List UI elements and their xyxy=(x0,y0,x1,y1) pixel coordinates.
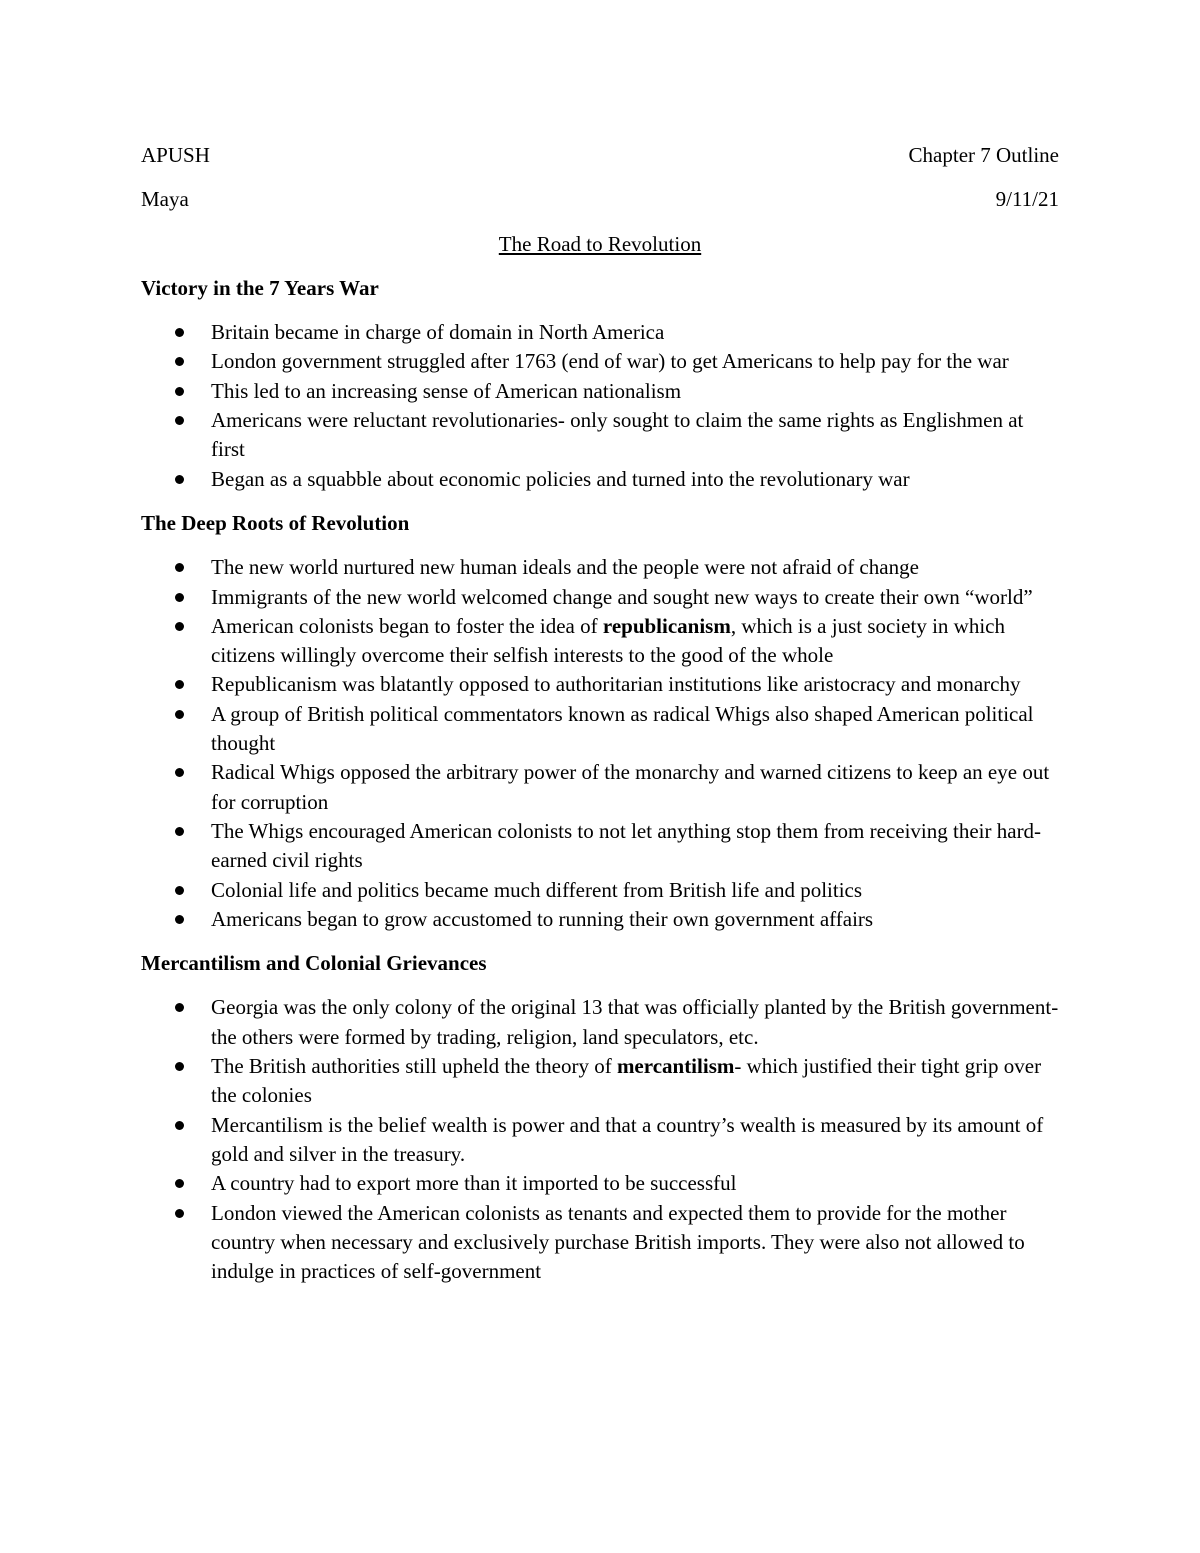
list-item xyxy=(141,612,1059,671)
bullet-icon xyxy=(175,357,184,366)
list-item xyxy=(141,1199,1059,1287)
list-item-text: This led to an increasing sense of American nationalism xyxy=(211,378,682,403)
list-item-text: Radical Whigs opposed the arbitrary power of the monarchy and warned citizens to keep an eye out for corruption xyxy=(211,760,1050,814)
list-item-text: The British authorities still upheld the theory of xyxy=(211,1054,617,1079)
bullet-icon xyxy=(175,915,184,924)
student-name: Maya xyxy=(141,187,189,212)
bullet-list xyxy=(141,318,1059,494)
course-name: APUSH xyxy=(141,143,210,167)
list-item-text: Georgia was the only colony of the original 13 that was officially planted by the British government- the others were formed by trading, religion, land speculators, etc. xyxy=(211,995,1059,1049)
list-item-text: Began as a squabble about economic policies and turned into the revolutionary war xyxy=(211,466,910,491)
document-page xyxy=(141,141,1059,1286)
list-item xyxy=(141,583,1059,612)
list-item-text: Immigrants of the new world welcomed change and sought new ways to create their own “world” xyxy=(211,584,1033,609)
list-item xyxy=(141,905,1059,934)
bullet-icon xyxy=(175,387,184,396)
document-date: 9/11/21 xyxy=(995,187,1059,212)
bullet-icon xyxy=(175,1062,184,1071)
sections-container xyxy=(141,274,1059,1287)
bullet-icon xyxy=(175,622,184,631)
list-item-text: London viewed the American colonists as tenants and expected them to provide for the mother country when necessary and exclusively purchase British imports. They were also not allowed to indulge in practices of self-government xyxy=(211,1200,1025,1284)
list-item xyxy=(141,817,1059,876)
list-item xyxy=(141,318,1059,347)
list-item-text: A group of British political commentators known as radical Whigs also shaped American political thought xyxy=(211,701,1034,756)
list-item-text: The Whigs encouraged American colonists to not let anything stop them from receiving their hard-earned civil rights xyxy=(211,818,1042,873)
list-item-text: Britain became in charge of domain in North America xyxy=(211,320,665,345)
header-row-student xyxy=(141,185,1059,214)
bullet-icon xyxy=(175,1003,184,1012)
bullet-icon xyxy=(175,827,184,836)
bullet-icon xyxy=(175,1209,184,1218)
document-title: The Road to Revolution xyxy=(498,231,702,256)
list-item-text: Mercantilism is the belief wealth is power and that a country’s wealth is measured by its amount of gold and silver in the treasury. xyxy=(211,1112,1044,1166)
key-term: republicanism xyxy=(602,613,731,638)
list-item-text: - which justified their tight grip over the colonies xyxy=(211,1054,1042,1108)
bullet-list xyxy=(141,993,1059,1286)
bullet-icon xyxy=(175,563,184,572)
list-item-text: , which is a just society in which citizens willingly overcome their selfish interests to the good of the whole xyxy=(211,613,1005,668)
list-item-text: The new world nurtured new human ideals and the people were not afraid of change xyxy=(211,555,919,580)
list-item-text: Americans began to grow accustomed to running their own government affairs xyxy=(211,906,874,931)
section-heading: The Deep Roots of Revolution xyxy=(141,510,410,535)
list-item xyxy=(141,700,1059,759)
list-item xyxy=(141,406,1059,465)
list-item-text: Republicanism was blatantly opposed to authoritarian institutions like aristocracy and monarchy xyxy=(211,672,1021,697)
list-item xyxy=(141,553,1059,582)
list-item xyxy=(141,876,1059,905)
list-item xyxy=(141,465,1059,494)
list-item-text: A country had to export more than it imported to be successful xyxy=(211,1171,737,1196)
bullet-icon xyxy=(175,1179,184,1188)
list-item xyxy=(141,670,1059,699)
list-item xyxy=(141,347,1059,376)
list-item xyxy=(141,377,1059,406)
list-item xyxy=(141,1169,1059,1198)
bullet-icon xyxy=(175,416,184,425)
list-item-text: Americans were reluctant revolutionaries- only sought to claim the same rights as Englishmen at first xyxy=(211,408,1024,462)
key-term: mercantilism xyxy=(616,1054,735,1079)
bullet-icon xyxy=(175,328,184,337)
list-item-text: Colonial life and politics became much different from British life and politics xyxy=(211,877,863,902)
list-item xyxy=(141,993,1059,1052)
list-item xyxy=(141,758,1059,817)
outline-label: Chapter 7 Outline xyxy=(908,143,1059,167)
header-row-course xyxy=(141,141,1059,170)
list-item xyxy=(141,1111,1059,1170)
list-item-text: London government struggled after 1763 (end of war) to get Americans to help pay for the war xyxy=(211,349,1009,374)
bullet-icon xyxy=(175,886,184,895)
bullet-icon xyxy=(175,680,184,689)
list-item xyxy=(141,1052,1059,1111)
section-heading: Mercantilism and Colonial Grievances xyxy=(141,951,487,976)
bullet-icon xyxy=(175,1121,184,1130)
bullet-list xyxy=(141,553,1059,934)
bullet-icon xyxy=(175,710,184,719)
list-item-text: American colonists began to foster the idea of xyxy=(211,613,603,638)
bullet-icon xyxy=(175,475,184,484)
bullet-icon xyxy=(175,593,184,602)
section-heading: Victory in the 7 Years War xyxy=(141,275,379,300)
bullet-icon xyxy=(175,768,184,777)
